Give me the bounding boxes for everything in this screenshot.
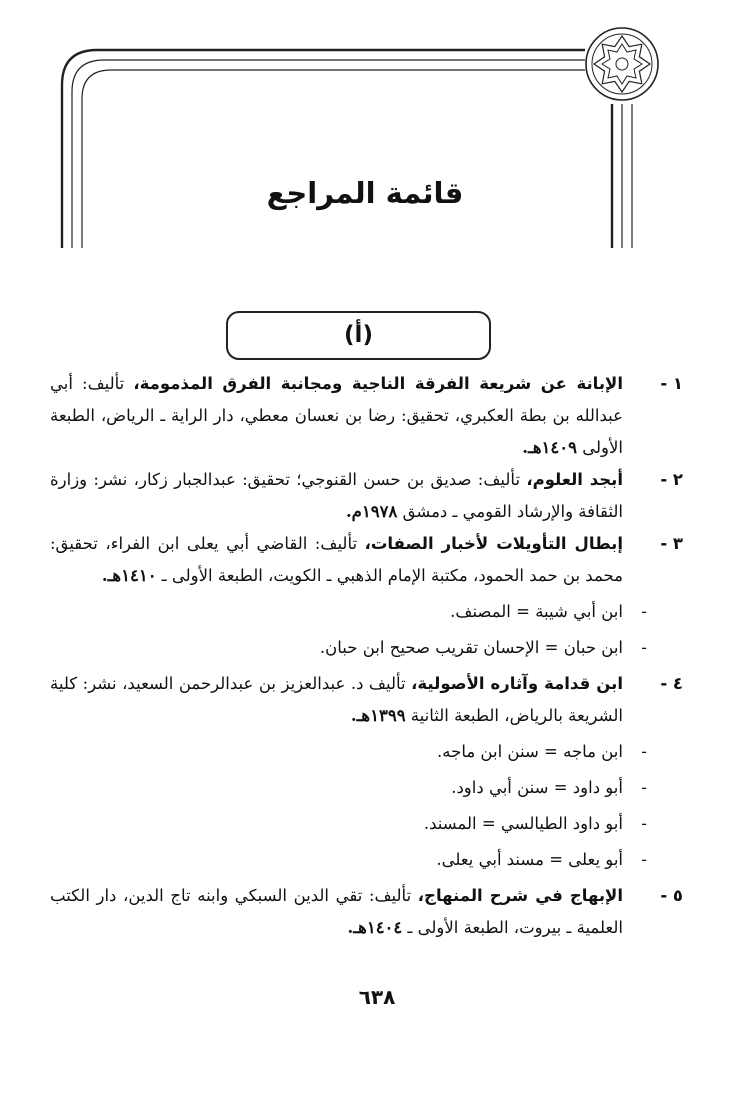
entry-date: ١٤٠٤هـ. [347,918,403,937]
xref-dash: - [641,814,647,833]
entry-body: تأليف: أبي عبدالله بن بطة العكبري، تحقيق: رضا بن نعسان معطي، دار الراية ـ الرياض، الطبعة الأولى [50,374,624,457]
cross-reference [50,772,683,804]
section-letter-heading [226,311,491,360]
entry-title: ابن قدامة وآثاره الأصولية، [411,674,623,693]
references-list [50,368,683,944]
entry-number: ٢ - [660,470,683,489]
reference-entry [50,880,683,944]
cross-reference [50,596,683,628]
entry-date: ١٤١٠هـ. [101,566,157,585]
xref-text: ابن أبي شيبة = المصنف. [450,602,623,621]
xref-dash: - [641,602,647,621]
entry-body: تأليف: تقي الدين السبكي وابنه تاج الدين، دار الكتب العلمية ـ بيروت، الطبعة الأولى ـ [50,886,623,937]
entry-number: ٣ - [660,534,683,553]
xref-text: أبو داود الطيالسي = المسند. [423,814,623,833]
xref-dash: - [641,850,647,869]
page-title: قائمة المراجع [266,176,464,210]
entry-body: تأليف: القاضي أبي يعلى ابن الفراء، تحقيق: محمد بن حمد الحمود، مكتبة الإمام الذهبي ـ الكويت، الطبعة الأولى ـ [50,534,623,585]
cross-reference [50,736,683,768]
entry-date: ١٤٠٩هـ. [522,438,577,457]
reference-entry [50,464,683,528]
entry-number: ٥ - [660,886,683,905]
rosette-icon [586,28,658,100]
cross-reference [50,808,683,840]
xref-text: أبو داود = سنن أبي داود. [451,778,623,797]
entry-number: ٤ - [660,674,683,693]
entry-number: ١ - [660,374,683,393]
cross-reference [50,844,683,876]
entry-title: أبجد العلوم، [526,470,623,489]
entry-body: تأليف: صديق بن حسن القنوجي؛ تحقيق: عبدالجبار زكار، نشر: وزارة الثقافة والإرشاد القومي ـ دمشق [50,470,623,521]
xref-text: ابن حبان = الإحسان تقريب صحيح ابن حبان. [319,638,623,657]
reference-entry [50,368,683,464]
reference-entry [50,528,683,592]
xref-dash: - [641,778,647,797]
entry-body: تأليف د. عبدالعزيز بن عبدالرحمن السعيد، نشر: كلية الشريعة بالرياض، الطبعة الثانية [50,674,623,725]
cross-reference [50,632,683,664]
page-number: ٦٣٨ [358,985,396,1009]
title-frame-ornament [0,0,754,260]
xref-dash: - [641,742,647,761]
xref-text: أبو يعلى = مسند أبي يعلى. [436,850,623,869]
entry-title: الإبهاج في شرح المنهاج، [417,886,623,905]
entry-date: ١٩٧٨م. [345,502,398,521]
reference-entry [50,668,683,732]
entry-title: إبطال التأويلات لأخبار الصفات، [364,534,623,553]
entry-date: ١٣٩٩هـ. [350,706,406,725]
section-letter: (أ) [344,322,373,348]
xref-text: ابن ماجه = سنن ابن ماجه. [437,742,623,761]
entry-title: الإبانة عن شريعة الفرقة الناجية ومجانبة الفرق المذمومة، [133,374,624,393]
xref-dash: - [641,638,647,657]
